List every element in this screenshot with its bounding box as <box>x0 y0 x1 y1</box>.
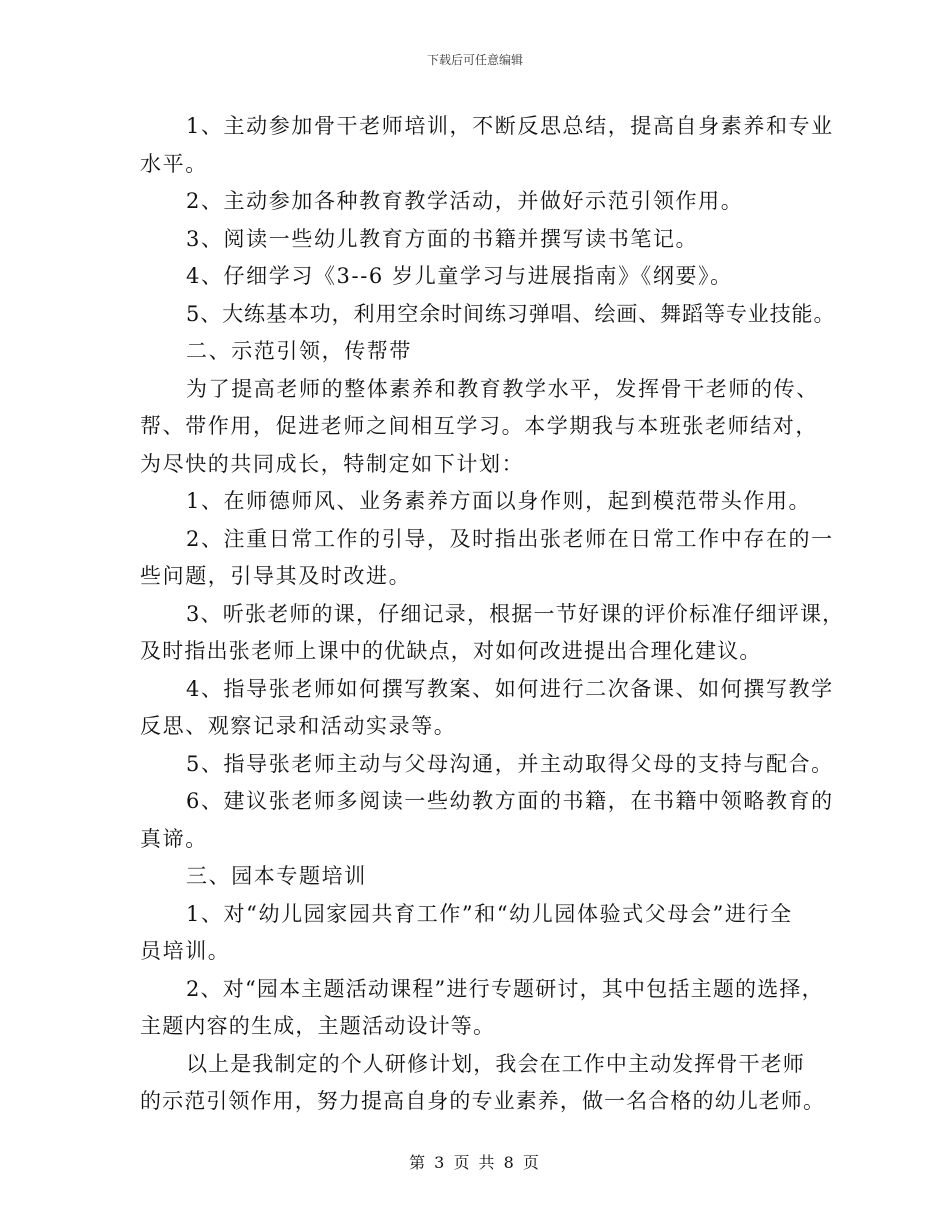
document-body <box>140 108 845 1121</box>
text-line: 6、建议张老师多阅读一些幼教方面的书籍，在书籍中领略教育的 <box>186 789 834 813</box>
paragraph <box>140 596 845 671</box>
text-line: 1、主动参加骨干老师培训，不断反思总结，提高自身素养和专业 <box>186 114 834 138</box>
paragraph <box>140 221 830 259</box>
text-line: 的示范引领作用，努力提高自身的专业素养，做一名合格的幼儿老师。 <box>140 1089 826 1113</box>
text-line: 1、对“幼儿园家园共育工作”和“幼儿园体验式父母会”进行全 <box>186 901 793 926</box>
text-line: 2、对“园本主题活动课程”进行专题研讨，其中包括主题的选择， <box>186 976 824 1001</box>
text-line: 反思、观察记录和活动实录等。 <box>140 714 457 738</box>
paragraph <box>140 521 834 596</box>
text-line: 主题内容的生成，主题活动设计等。 <box>140 1014 496 1038</box>
text-line: 为尽快的共同成长，特制定如下计划： <box>140 451 525 476</box>
paragraph <box>140 1046 830 1121</box>
text-line: 员培训。 <box>140 939 231 963</box>
page-footer: 第 3 页 共 8 页 <box>409 1153 541 1172</box>
text-line: 4、指导张老师如何撰写教案、如何进行二次备课、如何撰写教学 <box>186 676 834 701</box>
paragraph <box>140 183 830 221</box>
paragraph <box>140 108 834 183</box>
text-line: 帮、带作用，促进老师之间相互学习。本学期我与本班张老师结对， <box>140 414 818 438</box>
page-header-note: 下载后可任意编辑 <box>426 53 523 67</box>
paragraph <box>140 783 834 858</box>
paragraph <box>140 371 830 484</box>
paragraph <box>140 258 830 296</box>
text-line: 真谛。 <box>140 826 208 851</box>
text-line: 2、主动参加各种教育教学活动，并做好示范引领作用。 <box>186 189 744 213</box>
paragraph <box>140 296 836 334</box>
text-line: 及时指出张老师上课中的优缺点，对如何改进提出合理化建议。 <box>140 639 762 663</box>
text-line: 5、大练基本功，利用空余时间练习弹唱、绘画、舞蹈等专业技能。 <box>186 301 836 326</box>
text-line: 些问题，引导其及时改进。 <box>140 564 412 588</box>
paragraph <box>140 671 834 746</box>
paragraph <box>140 896 830 971</box>
text-line: 以上是我制定的个人研修计划，我会在工作中主动发挥骨干老师 <box>186 1051 805 1076</box>
text-line: 3、听张老师的课，仔细记录，根据一节好课的评价标准仔细评课， <box>186 601 845 626</box>
text-line: 1、在师德师风、业务素养方面以身作则，起到模范带头作用。 <box>186 489 812 513</box>
text-line: 二、示范引领，传帮带 <box>186 339 412 363</box>
section-heading <box>140 858 830 896</box>
text-line: 三、园本专题培训 <box>186 864 367 888</box>
paragraph <box>140 971 830 1046</box>
text-line: 5、指导张老师主动与父母沟通，并主动取得父母的支持与配合。 <box>186 751 834 776</box>
text-line: 水平。 <box>140 151 208 176</box>
paragraph <box>140 746 834 784</box>
text-line: 为了提高老师的整体素养和教育教学水平，发挥骨干老师的传、 <box>186 376 819 401</box>
paragraph <box>140 483 830 521</box>
text-line: 4、仔细学习《3--6 岁儿童学习与进展指南》《纲要》。 <box>186 264 733 288</box>
text-line: 2、注重日常工作的引导，及时指出张老师在日常工作中存在的一 <box>186 526 834 551</box>
section-heading <box>140 333 830 371</box>
text-line: 3、阅读一些幼儿教育方面的书籍并撰写读书笔记。 <box>186 226 699 251</box>
